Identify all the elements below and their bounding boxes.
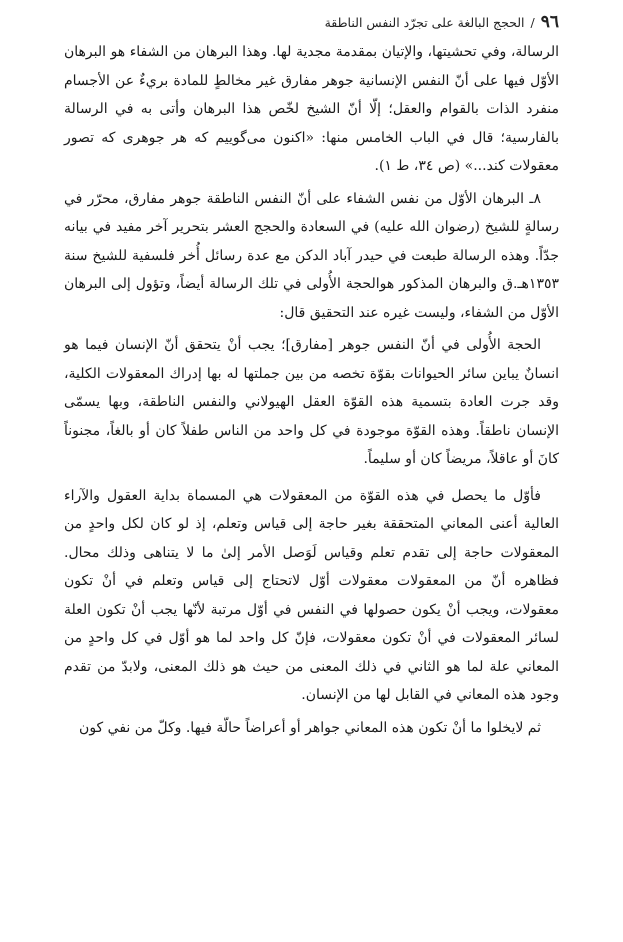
paragraph-second-proof: ٨ـ البرهان الأوّل من نفس الشفاء على أنّ النفس الناطقة جوهر مفارق، محرّر في رسالةٍ للشيخ (رضوان الله عليه) في السعادة والحجج العشر بتحرير آخر مفيد في بيانه جدّاً. وهذه الرسالة طبعت في حيدر آباد الدكن مع عدة رسائل أُخر فلسفية للشيخ سنة ١٣٥٣هـ.ق والبرهان المذكور هوالحجة الأُولى في تلك الرسالة أيضاً، وتؤول إلى البرهان الأوّل من الشفاء، وليست غيره عند التحقيق قال: [64, 190, 559, 321]
paragraph-substance-or-accident: ثم لايخلوا ما أنْ تكون هذه المعاني جواهر أو أعراضاً حالّة فيها. وكلّ من نفي كون [79, 719, 541, 736]
header-separator: / [530, 14, 535, 30]
body-text [64, 38, 559, 742]
paragraph-intro: الرسالة، وفي تحشيتها، والإتيان بمقدمة مجدية لها. وهذا البرهان من الشفاء هو البرهان الأوّل فيها على أنّ النفس الإنسانية جوهر مفارق غير مخالطٍ للمادة بريءٌ عن الأجسام منفرد الذات بالقوام والعقل؛ إلّا أنّ الشيخ لخّص هذا البرهان وأتى به في الرسالة بالفارسية؛ قال في الباب الخامس منها: «اكنون مى‌گوييم كه هر جوهرى كه تصور معقولات كند...» (ص ٣٤، ط ١). [64, 44, 559, 174]
page-number: ٩٦ [540, 12, 559, 32]
paragraph-first-intelligibles: فأوّل ما يحصل في هذه القوّة من المعقولات هي المسماة بداية العقول والآراء العالية أعنى المعاني المتحققة بغير حاجة إلى قياس وتعلم، إذ لو كان لكل واحدٍ من المعقولات حاجة إلى تقدم تعلم وقياس لَوَصل الأمر إلىٰ ما لا يتناهى وذلك محال. فظاهره أنّ من المعقولات معقولات أوّل لاتحتاج إلى قياس وتعلم في أنْ تكون معقولات، ويجب أنْ يكون حصولها في النفس في أوّل مرتبة لأنّها يجب أنْ تكون العلة لسائر المعقولات في أنْ تكون معقولات، فإنّ كل واحد لما هو أوّل في كل واحدٍ من المعاني علة لما هو الثاني في ذلك المعنى من حيث هو ذلك المعنى، ولابدّ من تقدم وجود هذه المعاني في القابل لها من الإنسان. [64, 487, 559, 703]
running-header [64, 10, 559, 34]
running-title: الحجج البالغة على تجرّد النفس الناطقة [324, 14, 525, 30]
paragraph-first-argument: الحجة الأُولى في أنّ النفس جوهر [مفارق]؛ يجب أنْ يتحقق أنّ الإنسان فيما هو انسانٌ يباين سائر الحيوانات بقوّة تخصه من بين جملتها له بها إدراك المعقولات الكلية، وقد جرت العادة بتسمية هذه القوّة العقل الهيولاني والنفس الناطقة، وبها يسمّى الإنسان ناطقاً. وهذه القوّة موجودة في كل واحد من الناس طفلاً كان أو بالغاً، مجنوناً كانَ أو عاقلاً، مريضاً كان أو سليماً. [64, 337, 559, 467]
